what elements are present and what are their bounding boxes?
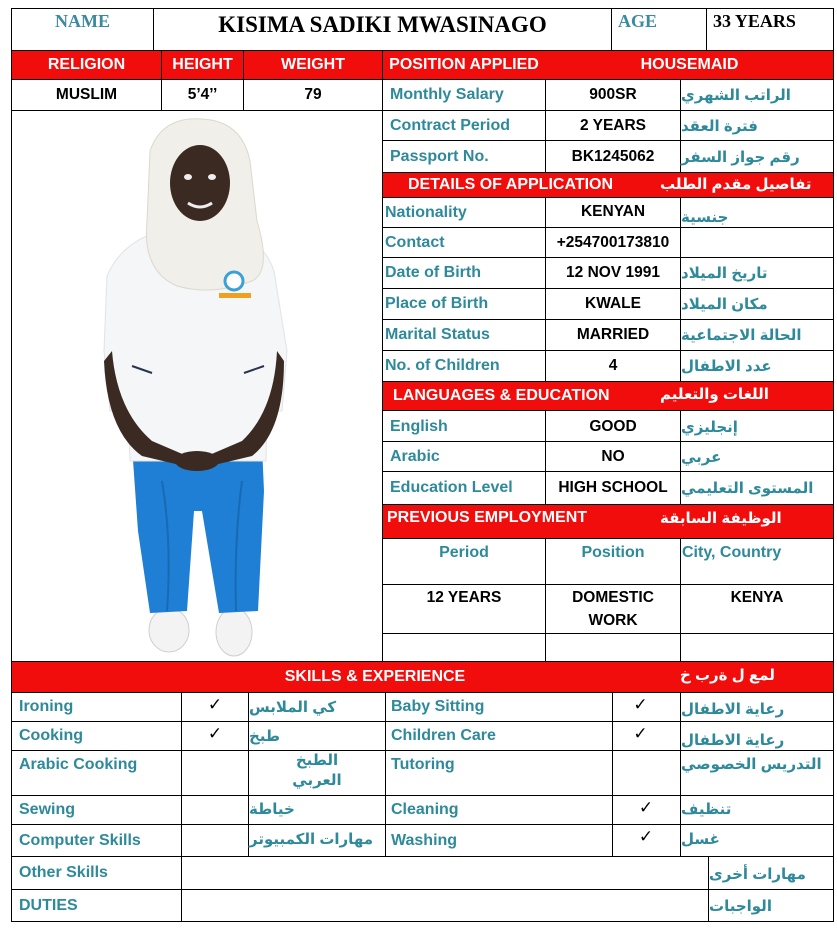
other-skills-label: Other Skills: [19, 864, 108, 881]
nationality-label: Nationality: [385, 203, 467, 221]
skill-ironing-label: Ironing: [19, 698, 74, 715]
languages-title: LANGUAGES & EDUCATION: [393, 387, 610, 404]
marital-value: MARRIED: [576, 326, 650, 343]
skills-title: SKILLS & EXPERIENCE: [284, 668, 466, 685]
pob-value: KWALE: [585, 295, 641, 312]
skills-title-arabic: لمع ل ةرب خ: [680, 667, 775, 684]
skill-babysitting-label: Baby Sitting: [391, 698, 485, 715]
contact-label: Contact: [385, 233, 445, 251]
height-label: HEIGHT: [172, 56, 233, 73]
passport-value: BK1245062: [571, 147, 655, 165]
duties-label: DUTIES: [19, 896, 78, 914]
employment-period-value: 12 YEARS: [426, 589, 502, 606]
education-value: HIGH SCHOOL: [558, 479, 668, 496]
position-applied-value: HOUSEMAID: [640, 56, 739, 73]
passport-label: Passport No.: [390, 147, 489, 165]
dob-arabic: تاريخ الميلاد: [681, 265, 768, 282]
nationality-value: KENYAN: [580, 202, 646, 220]
skill-childrencare-check-icon: ✓: [633, 724, 648, 743]
children-arabic: عدد الاطفال: [681, 358, 772, 375]
pob-label: Place of Birth: [385, 295, 489, 312]
skill-cooking-check-icon: ✓: [207, 724, 223, 743]
skill-ironing-check-icon: ✓: [207, 695, 223, 714]
application-title-arabic: تفاصيل مقدم الطلب: [660, 176, 812, 193]
application-title: DETAILS OF APPLICATION: [408, 176, 614, 193]
contract-period-arabic: فترة العقد: [681, 117, 758, 135]
employment-period-header: Period: [439, 544, 489, 561]
skill-babysitting-arabic: رعاية الاطفال: [681, 701, 785, 718]
pob-arabic: مكان الميلاد: [681, 296, 768, 313]
children-value: 4: [608, 357, 618, 374]
marital-label: Marital Status: [385, 326, 490, 343]
religion-label: RELIGION: [47, 56, 126, 73]
age-value: 33 YEARS: [713, 10, 796, 31]
skill-sewing-label: Sewing: [19, 801, 76, 818]
skill-childrencare-label: Children Care: [391, 727, 496, 744]
employment-title-arabic: الوظيفة السابقة: [660, 510, 782, 527]
religion-value: MUSLIM: [55, 86, 118, 103]
duties-arabic: الواجبات: [709, 897, 772, 915]
skill-cooking-arabic: طبخ: [249, 728, 281, 745]
skill-computer-label: Computer Skills: [19, 831, 141, 849]
children-label: No. of Children: [385, 357, 500, 374]
employment-position-value-line1: DOMESTIC: [572, 589, 654, 606]
arabic-arabic: عربي: [681, 448, 722, 466]
contract-period-value: 2 YEARS: [579, 116, 647, 134]
skill-washing-arabic: غسل: [681, 831, 720, 848]
employment-position-header: Position: [581, 544, 645, 561]
position-applied-label: POSITION APPLIED: [389, 56, 539, 73]
skill-childrencare-arabic: رعاية الاطفال: [681, 732, 785, 749]
uniform-logo-icon: [225, 272, 243, 290]
english-label: English: [390, 417, 448, 435]
skill-babysitting-check-icon: ✓: [633, 695, 648, 714]
applicant-name: KISIMA SADIKI MWASINAGO: [218, 12, 547, 37]
contact-value: +254700173810: [556, 233, 670, 251]
education-arabic: المستوى التعليمي: [681, 480, 814, 497]
contact-arabic: [681, 228, 831, 257]
languages-title-arabic: اللغات والتعليم: [660, 386, 769, 403]
skill-cooking-label: Cooking: [19, 727, 83, 744]
skill-cleaning-check-icon: ✓: [638, 798, 654, 817]
nationality-arabic: جنسية: [681, 208, 729, 226]
skill-tutoring-arabic: التدريس الخصوصي: [681, 756, 822, 773]
passport-arabic: رقم جواز السفر: [681, 148, 800, 166]
name-label: NAME: [55, 10, 110, 31]
skill-ironing-arabic: كي الملابس: [249, 699, 337, 716]
other-skills-arabic: مهارات أخرى: [709, 866, 806, 883]
salary-arabic: الراتب الشهري: [681, 87, 791, 104]
right-shoe: [216, 608, 252, 656]
skill-sewing-arabic: خياطة: [249, 801, 295, 818]
weight-label: WEIGHT: [281, 56, 345, 73]
age-label: AGE: [618, 10, 658, 31]
trousers: [132, 446, 264, 613]
dob-value: 12 NOV 1991: [566, 264, 660, 281]
salary-label: Monthly Salary: [390, 86, 504, 103]
english-arabic: إنجليزي: [681, 418, 738, 436]
employment-location-value: KENYA: [730, 589, 784, 606]
face: [170, 145, 230, 221]
english-value: GOOD: [589, 417, 637, 435]
skill-arabic-cooking-arabic-line1: الطبخ: [295, 752, 339, 769]
left-shoe: [149, 608, 189, 652]
employment-location-header: City, Country: [682, 544, 782, 561]
marital-arabic: الحالة الاجتماعية: [681, 327, 802, 344]
dob-label: Date of Birth: [385, 264, 481, 281]
salary-value: 900SR: [589, 86, 637, 103]
skill-cleaning-arabic: تنظيف: [681, 801, 732, 818]
skill-cleaning-label: Cleaning: [391, 801, 459, 818]
skill-tutoring-label: Tutoring: [391, 756, 455, 773]
height-value: 5’4’’: [187, 86, 218, 103]
weight-value: 79: [304, 86, 322, 103]
applicant-photo: [12, 111, 382, 661]
skill-arabic-cooking-arabic-line2: العربي: [292, 772, 342, 789]
contract-period-label: Contract Period: [390, 116, 511, 134]
skill-washing-check-icon: ✓: [638, 827, 654, 846]
arabic-value: NO: [601, 447, 625, 465]
skill-computer-arabic: مهارات الكمبيوتر: [249, 831, 374, 848]
employment-position-value-line2: WORK: [588, 612, 638, 629]
education-label: Education Level: [390, 479, 513, 496]
arabic-label: Arabic: [390, 447, 440, 465]
employment-title: PREVIOUS EMPLOYMENT: [387, 509, 588, 526]
skill-arabic-cooking-label: Arabic Cooking: [19, 756, 138, 773]
skill-washing-label: Washing: [391, 831, 458, 849]
